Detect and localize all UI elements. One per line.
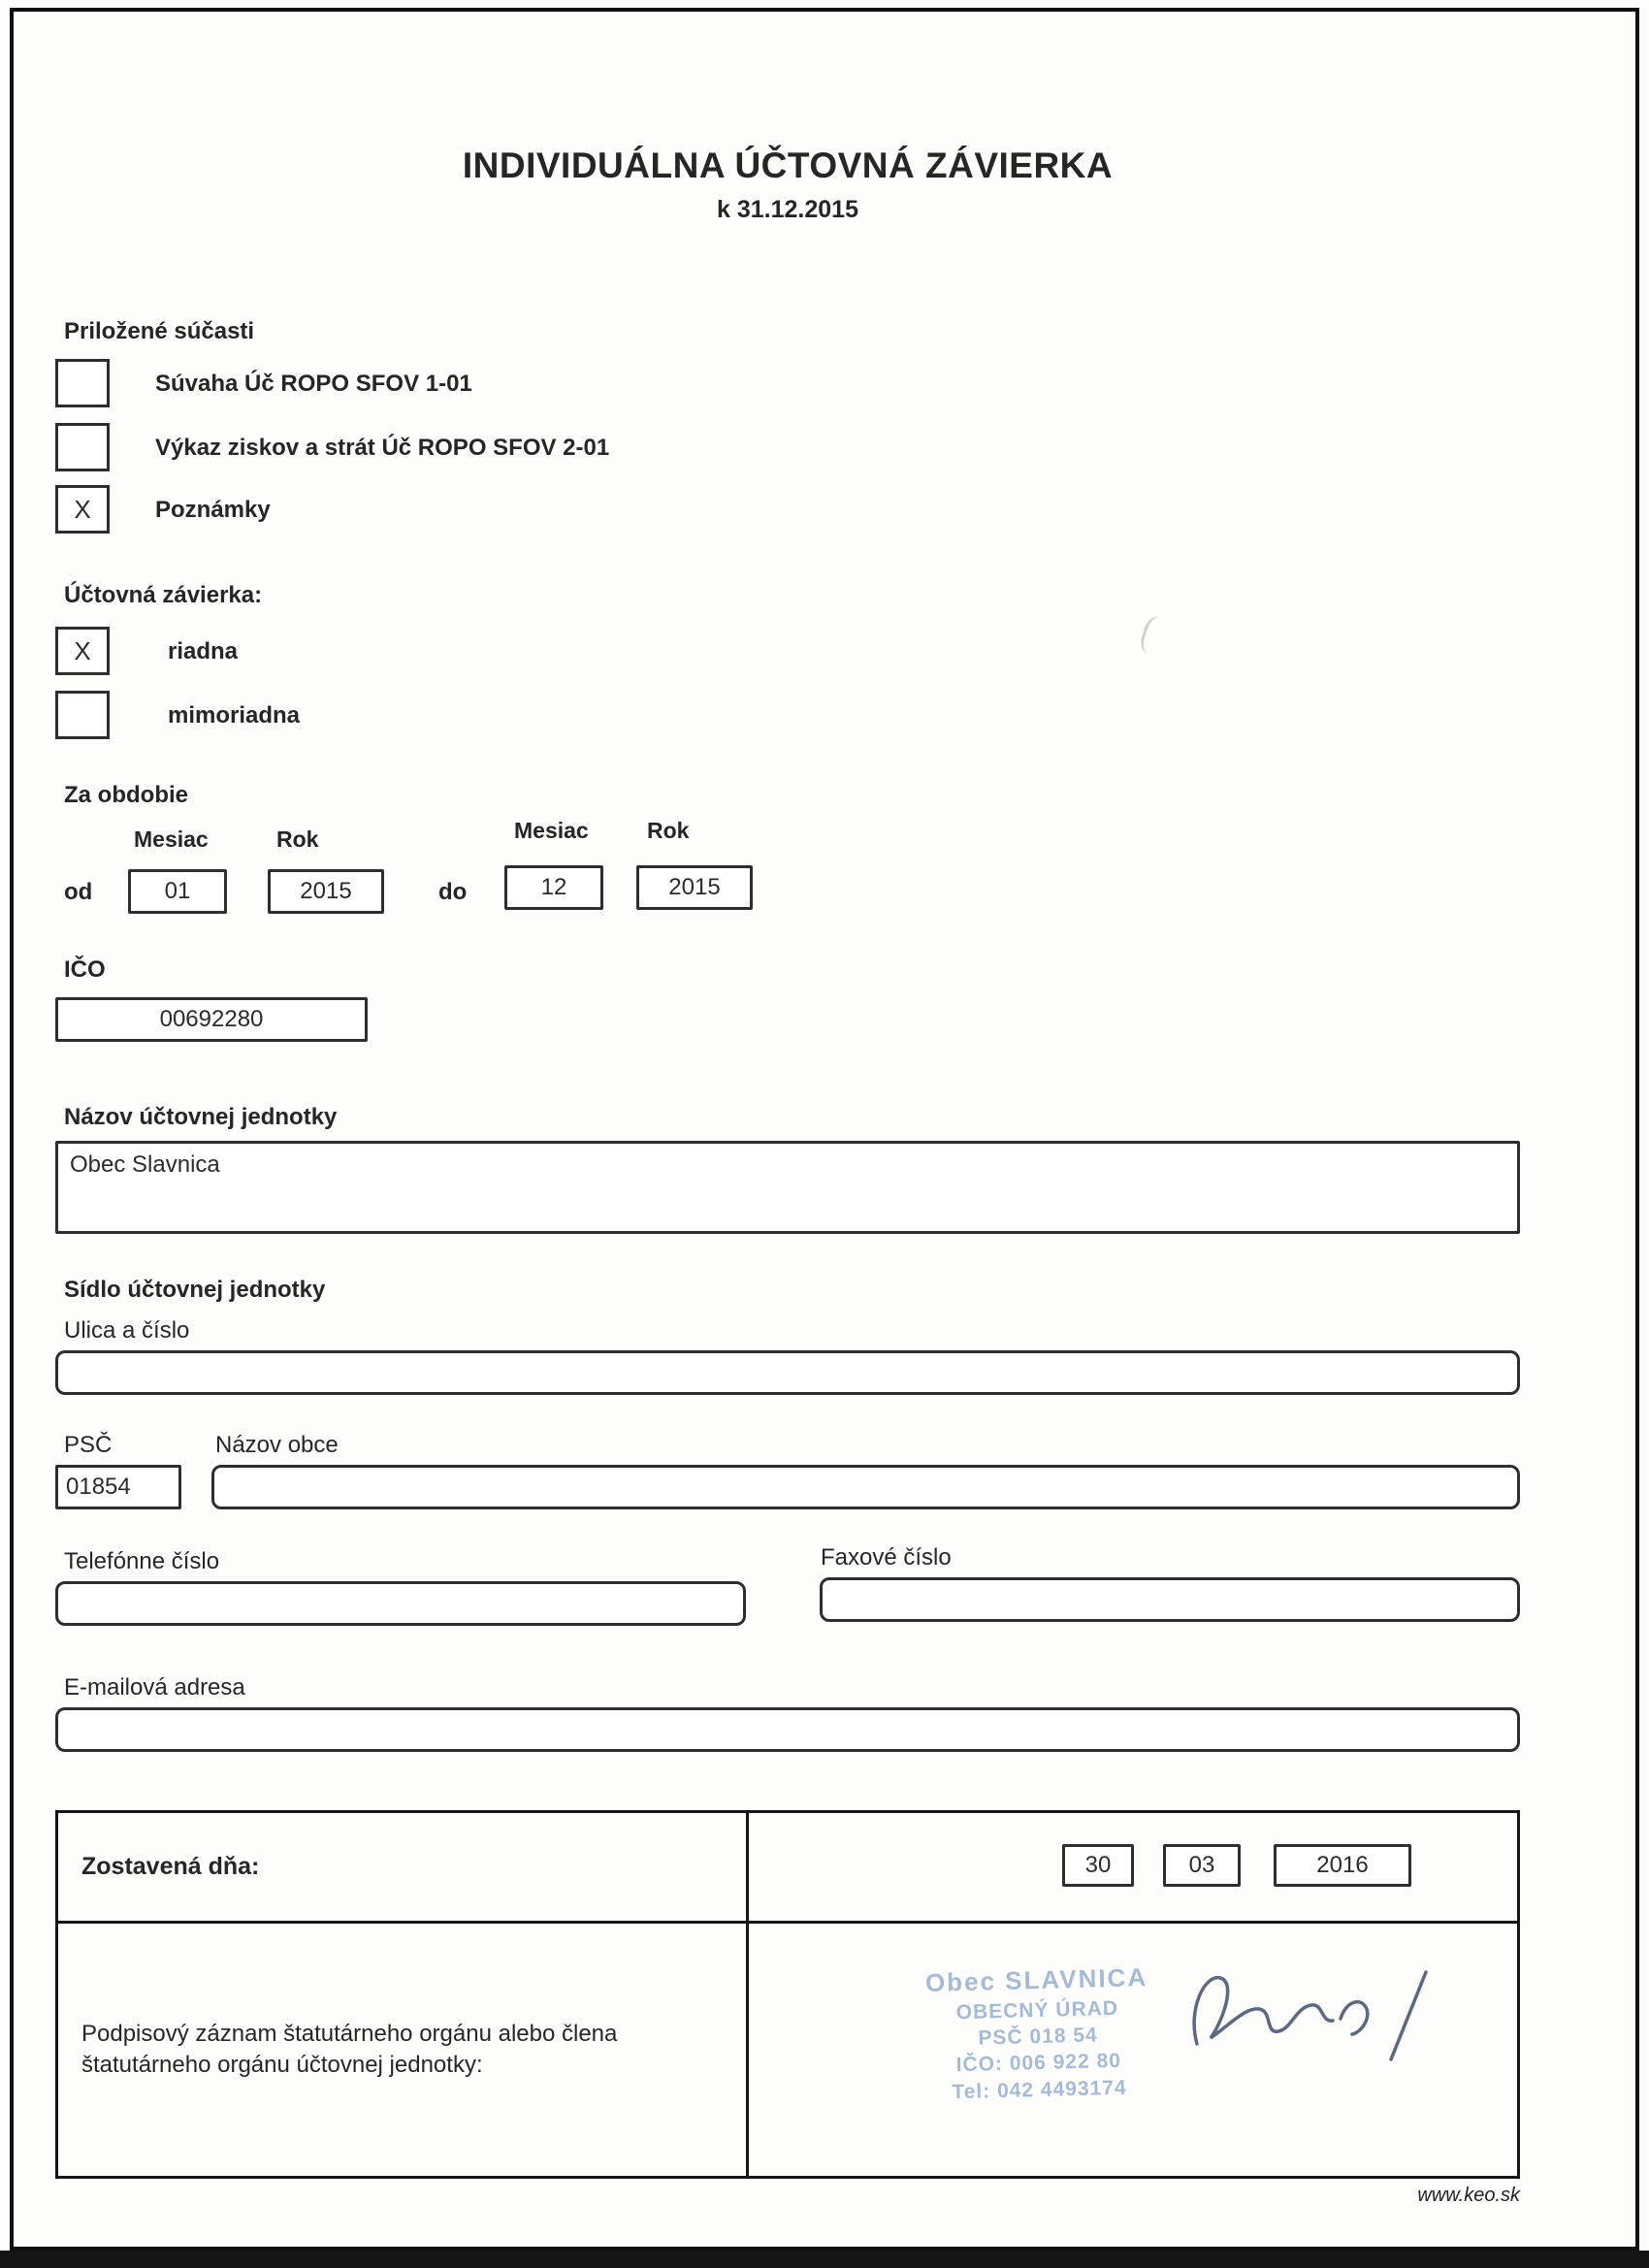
period-to-year-field: 2015 bbox=[636, 865, 753, 910]
scan-artifact-strip bbox=[0, 2251, 1649, 2268]
period-to-year-label: Rok bbox=[647, 818, 690, 843]
checkbox-vykaz-label: Výkaz ziskov a strát Úč ROPO SFOV 2-01 bbox=[155, 435, 610, 461]
checkbox-riadna: X bbox=[55, 627, 110, 675]
stamp-line-5: Tel: 042 4493174 bbox=[952, 2076, 1127, 2104]
checkbox-vykaz bbox=[55, 423, 110, 471]
checkbox-riadna-label: riadna bbox=[168, 638, 239, 664]
period-from-year-label: Rok bbox=[276, 826, 319, 852]
stamp-line-1: Obec SLAVNICA bbox=[924, 1962, 1148, 1998]
period-from-month-field: 01 bbox=[128, 869, 227, 914]
attachments-heading: Priložené súčasti bbox=[64, 318, 255, 344]
form-subtitle: k 31.12.2015 bbox=[717, 196, 858, 223]
signature-cell bbox=[749, 1924, 1517, 2176]
period-to-month-label: Mesiac bbox=[514, 818, 589, 843]
municipality-stamp bbox=[871, 1960, 1205, 2108]
phone-field bbox=[55, 1581, 746, 1626]
period-to-month-field: 12 bbox=[504, 865, 603, 910]
compiled-date-label: Zostavená dňa: bbox=[58, 1813, 749, 1924]
fax-field bbox=[820, 1577, 1520, 1622]
signature-handwriting bbox=[1176, 1951, 1467, 2082]
address-heading: Sídlo účtovnej jednotky bbox=[64, 1277, 326, 1303]
compiled-date-cell bbox=[749, 1813, 1517, 1924]
ico-label: IČO bbox=[64, 956, 106, 983]
email-field bbox=[55, 1707, 1520, 1752]
checkbox-suvaha-label: Súvaha Úč ROPO SFOV 1-01 bbox=[155, 371, 472, 397]
period-heading: Za obdobie bbox=[64, 782, 188, 808]
stamp-line-4: IČO: 006 922 80 bbox=[955, 2050, 1122, 2077]
fax-label: Faxové číslo bbox=[821, 1544, 952, 1571]
entity-name-label: Názov účtovnej jednotky bbox=[64, 1104, 338, 1130]
ico-field: 00692280 bbox=[55, 997, 368, 1042]
checkbox-suvaha bbox=[55, 359, 110, 407]
zip-label: PSČ bbox=[64, 1432, 113, 1458]
signature-table bbox=[55, 1810, 1520, 2179]
period-from-label: od bbox=[64, 879, 93, 905]
street-field bbox=[55, 1350, 1520, 1395]
checkbox-poznamky: X bbox=[55, 485, 110, 534]
period-from-year-field: 2015 bbox=[268, 869, 384, 914]
compiled-year-field: 2016 bbox=[1274, 1844, 1411, 1887]
period-to-label: do bbox=[438, 879, 468, 905]
closing-type-heading: Účtovná závierka: bbox=[64, 582, 263, 608]
stamp-line-2: OBECNÝ ÚRAD bbox=[955, 1996, 1119, 2024]
signature-statement-label bbox=[58, 1924, 749, 2176]
compiled-day-field: 30 bbox=[1062, 1844, 1134, 1887]
form-title: INDIVIDUÁLNA ÚČTOVNÁ ZÁVIERKA bbox=[462, 146, 1114, 185]
email-label: E-mailová adresa bbox=[64, 1674, 245, 1701]
checkbox-mimoriadna-label: mimoriadna bbox=[168, 702, 301, 729]
entity-name-field: Obec Slavnica bbox=[55, 1141, 1520, 1234]
street-label: Ulica a číslo bbox=[64, 1317, 190, 1344]
signature-statement-text: Podpisový záznam štatutárneho orgánu alebo člena štatutárneho orgánu účtovnej jednotky: bbox=[81, 2020, 618, 2078]
website-credit: www.keo.sk bbox=[1417, 2185, 1520, 2206]
town-label: Názov obce bbox=[215, 1432, 339, 1458]
period-from-month-label: Mesiac bbox=[134, 826, 209, 852]
compiled-month-field: 03 bbox=[1163, 1844, 1241, 1887]
checkbox-poznamky-label: Poznámky bbox=[155, 497, 271, 523]
checkbox-mimoriadna bbox=[55, 691, 110, 739]
stamp-line-3: PSČ 018 54 bbox=[978, 2024, 1098, 2050]
town-field bbox=[211, 1465, 1520, 1509]
phone-label: Telefónne číslo bbox=[64, 1548, 220, 1574]
zip-field: 01854 bbox=[55, 1465, 181, 1509]
